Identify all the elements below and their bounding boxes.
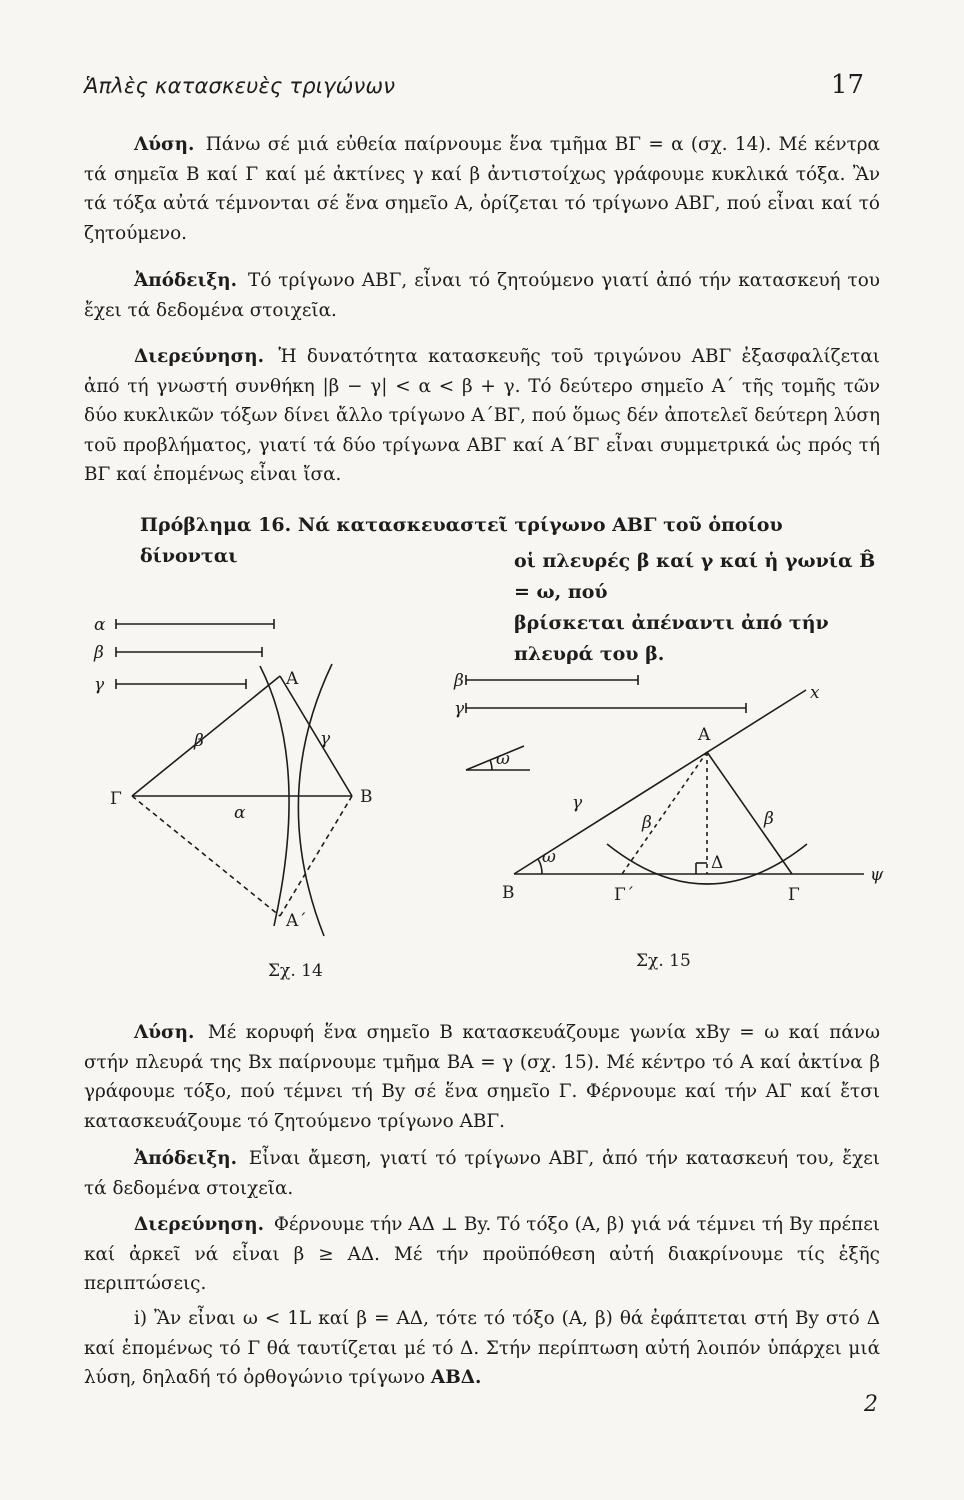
label-ray-x: x — [810, 683, 820, 703]
side-ga — [132, 676, 280, 796]
solution-label: Λύση. — [134, 134, 195, 155]
side-ag-prime — [622, 752, 707, 874]
case-i-text: i) Ἂν εἶναι ω < 1L καί β = ΑΔ, τότε τό τόξο (Α, β) θά ἐφάπτεται στή By στό Δ καί ἑπομένως τό Γ θά ταυτίζεται μέ τό Δ. Στήν περίπτωση αὐτή λοιπόν ὑπάρχει μιά λύση, δηλαδή τό ὀρθογώνιο τρίγωνο — [84, 1308, 880, 1388]
given-angle-omega: ω — [496, 749, 510, 769]
side-label-b-left: β — [642, 813, 652, 833]
caption-fig-14: Σχ. 14 — [268, 961, 323, 981]
caption-fig-15: Σχ. 15 — [636, 951, 691, 971]
discussion-paragraph-2 — [84, 1210, 880, 1299]
discussion-text: Ἡ δυνατότητα κατασκευῆς τοῦ τριγώνου ΑΒΓ ἐξασφαλίζεται ἀπό τή γνωστή συνθήκη |β − γ| < α < β + γ. Τό δεύτερο σημεῖο Α΄ τῆς τομῆς τῶν δύο κυκλικῶν τόξων δίνει ἄλλο τρίγωνο Α΄ΒΓ, πού ὅμως δέν ἀποτελεῖ δεύτερη λύση τοῦ προβλήματος, γιατί τά δύο τρίγωνα ΑΒΓ καί Α΄ΒΓ εἶναι συμμετρικά ὡς πρός τή ΒΓ καί ἑπομένως εἶναι ἴσα. — [84, 346, 880, 485]
side-label-g: γ — [320, 729, 331, 749]
angle-omega-at-b: ω — [542, 847, 556, 867]
side-label-b: β — [194, 731, 204, 751]
case-i-paragraph — [84, 1304, 880, 1393]
discussion-label-2: Διερεύνηση. — [134, 1214, 264, 1235]
side-ab-prime — [280, 796, 352, 916]
vertex-a-prime: Α΄ — [286, 911, 307, 931]
label-beta: β — [454, 671, 464, 691]
vertex-b-15: Β — [502, 883, 515, 903]
vertex-b: Β — [360, 787, 373, 807]
discussion-paragraph-1 — [84, 342, 880, 490]
problem-label: Πρόβλημα 16. — [140, 514, 292, 536]
given-angle-ray-1 — [466, 746, 524, 770]
figure-15-labels — [453, 671, 884, 971]
solution-text: Πάνω σέ μιά εὐθεία παίρνουμε ἕνα τμῆμα ΒΓ = α (σχ. 14). Μέ κέντρα τά σημεῖα Β καί Γ καί μέ ἀκτίνες γ καί β ἀντιστοίχως γράφουμε κυκλικά τόξα. Ἂν τά τόξα αὐτά τέμνονται σέ ἕνα σημεῖο Α, ὁρίζεται τό τρίγωνο ΑΒΓ, πού εἶναι καί τό ζητούμενο. — [84, 134, 880, 244]
running-header: Ἁπλὲς κατασκευὲς τριγώνων — [84, 74, 396, 98]
side-label-a: α — [234, 803, 246, 823]
problem-line-3: βρίσκεται ἀπέναντι ἀπό τήν πλευρά του β. — [514, 612, 829, 665]
vertex-a: Α — [286, 669, 299, 689]
arc-centre-b — [298, 664, 332, 936]
solution-paragraph-1 — [84, 130, 880, 248]
proof-text-2: Εἶναι ἄμεση, γιατί τό τρίγωνο ΑΒΓ, ἀπό τήν κατασκευή του, ἔχει τά δεδομένα στοιχεῖα. — [84, 1148, 880, 1199]
problem-line-1: Νά κατασκευαστεῖ τρίγωνο ΑΒΓ τοῦ ὁποίου δίνονται — [140, 514, 783, 567]
label-gamma: γ — [454, 699, 465, 719]
discussion-text-2: Φέρνουμε τήν ΑΔ ⊥ By. Τό τόξο (Α, β) γιά νά τέμνει τή By πρέπει καί ἀρκεῖ νά εἶναι β ≥ ΑΔ. Μέ τήν προϋπόθεση αὐτή διακρίνουμε τίς ἑξῆς περιπτώσεις. — [84, 1214, 880, 1294]
case-i-bold-end: ΑΒΔ. — [430, 1367, 482, 1388]
label-g: γ — [94, 675, 105, 695]
solution-paragraph-2 — [84, 1018, 880, 1136]
side-ga-prime — [132, 796, 280, 916]
problem-line-2: οἱ πλευρές β καί γ καί ἡ γωνία B̂ = ω, πού — [514, 550, 876, 603]
figure-14 — [116, 619, 352, 936]
label-a: α — [94, 615, 106, 635]
proof-label: Ἀπόδειξη. — [134, 270, 238, 291]
signature-number: 2 — [864, 1392, 878, 1417]
vertex-g-15: Γ — [788, 885, 800, 905]
figures-area — [84, 604, 884, 984]
solution-label-2: Λύση. — [134, 1022, 195, 1043]
figure-15 — [466, 675, 864, 884]
proof-paragraph-1 — [84, 266, 880, 325]
vertex-a-15: Α — [698, 725, 711, 745]
side-label-b-right: β — [764, 809, 774, 829]
vertex-d: Δ — [711, 853, 724, 873]
proof-label-2: Ἀπόδειξη. — [134, 1148, 238, 1169]
label-ray-psi: ψ — [870, 865, 884, 885]
solution-text-2: Μέ κορυφή ἕνα σημεῖο Β κατασκευάζουμε γωνία xBy = ω καί πάνω στήν πλευρά της Bx παίρνουμε τμῆμα ΒΑ = γ (σχ. 15). Μέ κέντρο τό Α καί ἀκτίνα β γράφουμε τόξο, πού τέμνει τή By σέ ἕνα σημεῖο Γ. Φέρνουμε καί τήν ΑΓ καί ἔτσι κατασκευάζουμε τό ζητούμενο τρίγωνο ΑΒΓ. — [84, 1022, 880, 1132]
discussion-label: Διερεύνηση. — [134, 346, 264, 367]
vertex-g-prime: Γ΄ — [614, 885, 635, 905]
proof-paragraph-2 — [84, 1144, 880, 1203]
ray-bx — [514, 690, 806, 874]
proof-text: Τό τρίγωνο ΑΒΓ, εἶναι τό ζητούμενο γιατί ἀπό τήν κατασκευή του ἔχει τά δεδομένα στοιχεῖα. — [84, 270, 880, 321]
side-label-g-15: γ — [572, 793, 583, 813]
page-number: 17 — [830, 70, 864, 100]
vertex-g: Γ — [110, 789, 122, 809]
label-b: β — [94, 643, 104, 663]
side-ab — [280, 676, 352, 796]
